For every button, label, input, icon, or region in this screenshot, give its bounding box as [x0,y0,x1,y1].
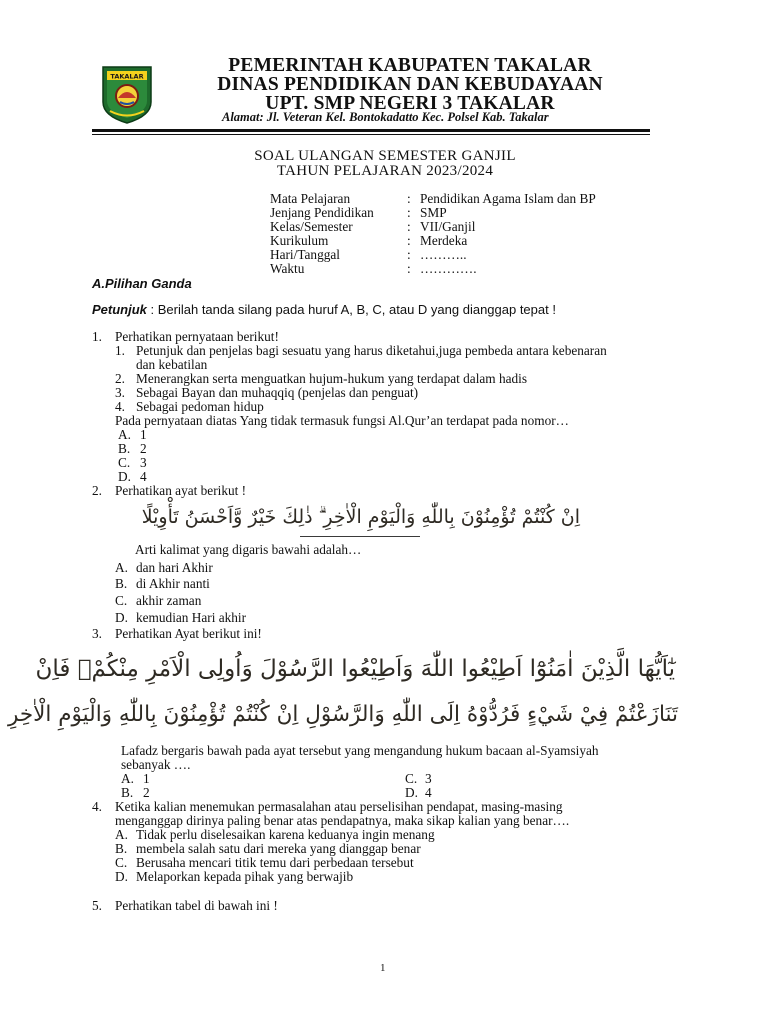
exam-title: SOAL ULANGAN SEMESTER GANJIL [254,148,516,164]
option-text[interactable]: di Akhir nanti [136,576,210,591]
option-label[interactable]: C. [115,593,128,608]
statement-text: Petunjuk dan penjelas bagi sesuatu yang harus diketahui,juga pembeda antara kebenaran [136,343,607,358]
academic-year: TAHUN PELAJARAN 2023/2024 [276,163,494,179]
statement-number: 1. [115,343,125,358]
info-label: Hari/Tanggal [270,247,340,262]
question-4-text: Ketika kalian menemukan permasalahan atau perselisihan pendapat, masing-masing [115,799,563,814]
info-colon: : [407,191,411,206]
option-label[interactable]: B. [115,576,128,591]
option-text[interactable]: akhir zaman [136,593,202,608]
option-text[interactable]: membela salah satu dari mereka yang dianggap benar [136,841,421,856]
logo-text: TAKALAR [110,72,144,81]
info-colon: : [407,219,411,234]
info-label: Mata Pelajaran [270,191,351,206]
option-label[interactable]: B. [115,841,128,856]
info-value: Merdeka [420,233,468,248]
option-label[interactable]: A. [121,771,134,786]
option-text[interactable]: 1 [143,771,150,786]
question-2-prompt: Arti kalimat yang digaris bawahi adalah… [135,542,362,557]
info-label: Waktu [270,261,305,276]
option-label[interactable]: A. [118,427,131,442]
info-label: Kelas/Semester [270,219,353,234]
info-colon: : [407,205,411,220]
verse-arabic-q2: اِنْ كُنْتُمْ تُؤْمِنُوْنَ بِاللّٰهِ وَالْيَوْمِ الْاٰخِرِ ۗ ذٰلِكَ خَيْرٌ وَّاَحْسَنُ تَأْوِيْلًا [141,506,580,528]
statement-number: 3. [115,385,125,400]
takalar-regency-logo [101,64,153,124]
option-text[interactable]: Melaporkan kepada pihak yang berwajib [136,869,354,884]
header-divider-thin [92,134,650,135]
question-3-prompt-cont: sebanyak …. [121,757,191,772]
question-1-prompt: Pada pernyataan diatas Yang tidak termasuk fungsi Al.Qur’an terdapat pada nomor… [115,413,569,428]
option-label[interactable]: C. [405,771,418,786]
verse-underline [300,536,420,537]
option-label[interactable]: B. [121,785,134,800]
option-label[interactable]: B. [118,441,131,456]
option-text[interactable]: 4 [140,469,147,484]
option-label[interactable]: D. [115,869,128,884]
instruction-label: Petunjuk [92,302,147,317]
question-4-text-cont: menganggap dirinya paling benar atas pendapatnya, maka sikap kalian yang benar…. [115,813,570,828]
instruction-text: : Berilah tanda silang pada huruf A, B, C, atau D yang dianggap tepat ! [146,302,556,317]
question-2-number: 2. [92,483,102,498]
option-text[interactable]: Tidak perlu diselesaikan karena keduanya ingin menang [136,827,435,842]
question-4-number: 4. [92,799,102,814]
info-value: …………. [420,261,477,276]
option-label[interactable]: C. [118,455,131,470]
option-label[interactable]: D. [118,469,131,484]
question-3-number: 3. [92,626,102,641]
statement-text: Menerangkan serta menguatkan hujum-hukum yang terdapat dalam hadis [136,371,528,386]
instruction [92,302,556,317]
option-text[interactable]: dan hari Akhir [136,560,213,575]
header-school-line: UPT. SMP NEGERI 3 TAKALAR [265,93,555,114]
header-government-line: PEMERINTAH KABUPATEN TAKALAR [228,55,592,76]
question-3-text: Perhatikan Ayat berikut ini! [115,626,262,641]
question-1-number: 1. [92,329,102,344]
question-2-text: Perhatikan ayat berikut ! [115,483,247,498]
option-text[interactable]: 2 [140,441,147,456]
option-text[interactable]: kemudian Hari akhir [136,610,247,625]
question-5-number: 5. [92,898,102,913]
verse-arabic-line-1: يٰٓاَيُّهَا الَّذِيْنَ اٰمَنُوْٓا اَطِيْعُوا اللّٰهَ وَاَطِيْعُوا الرَّسُوْلَ وَاُولِى الْاَمْرِ مِنْكُمْۚ فَاِنْ [35,656,675,682]
option-text[interactable]: 3 [425,771,432,786]
info-label: Jenjang Pendidikan [270,205,374,220]
info-colon: : [407,233,411,248]
page-number: 1 [380,962,386,974]
option-label[interactable]: D. [405,785,418,800]
info-value: SMP [420,205,447,220]
info-colon: : [407,261,411,276]
info-value: Pendidikan Agama Islam dan BP [420,191,596,206]
option-text[interactable]: 4 [425,785,432,800]
option-label[interactable]: A. [115,827,128,842]
option-text[interactable]: 2 [143,785,150,800]
option-label[interactable]: D. [115,610,128,625]
statement-number: 4. [115,399,125,414]
header-department-line: DINAS PENDIDIKAN DAN KEBUDAYAAN [217,74,603,95]
option-text[interactable]: Berusaha mencari titik temu dari perbedaan tersebut [136,855,414,870]
question-3-prompt: Lafadz bergaris bawah pada ayat tersebut yang mengandung hukum bacaan al-Syamsiyah [121,743,599,758]
info-label: Kurikulum [270,233,329,248]
option-text[interactable]: 1 [140,427,147,442]
header-address: Alamat: Jl. Veteran Kel. Bontokadatto Kec. Polsel Kab. Takalar [222,110,549,124]
statement-text: Sebagai Bayan dan muhaqqiq (penjelas dan penguat) [136,385,419,400]
question-1-text: Perhatikan pernyataan berikut! [115,329,279,344]
info-value: ……….. [420,247,467,262]
option-label[interactable]: C. [115,855,128,870]
statement-number: 2. [115,371,125,386]
info-value: VII/Ganjil [420,219,476,234]
question-5-text: Perhatikan tabel di bawah ini ! [115,898,278,913]
section-heading: A.Pilihan Ganda [92,276,192,291]
statement-text: dan kebatilan [136,357,208,372]
option-label[interactable]: A. [115,560,128,575]
info-colon: : [407,247,411,262]
header-divider-thick [92,129,650,132]
verse-arabic-line-2: تَنَازَعْتُمْ فِيْ شَيْءٍ فَرُدُّوْهُ اِلَى اللّٰهِ وَالرَّسُوْلِ اِنْ كُنْتُمْ تُؤْمِنُوْنَ بِاللّٰهِ وَالْيَوْمِ الْاٰخِرِ [8,702,678,727]
option-text[interactable]: 3 [140,455,147,470]
statement-text: Sebagai pedoman hidup [136,399,264,414]
